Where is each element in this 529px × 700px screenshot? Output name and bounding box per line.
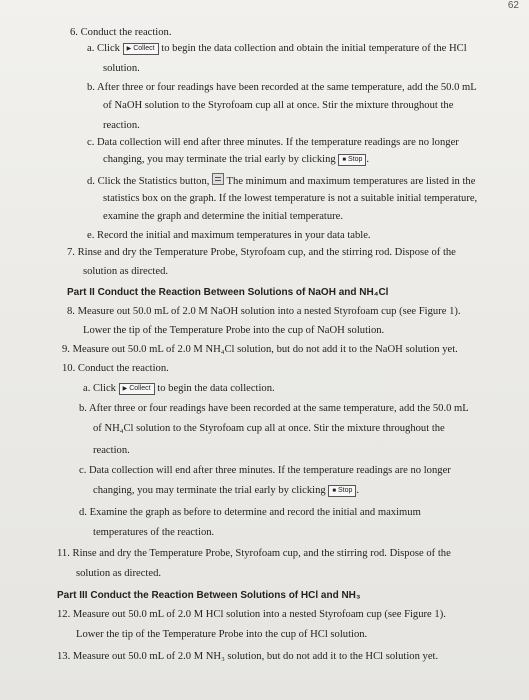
collect-button-label: Collect <box>129 385 151 392</box>
step-10c-text-pre: changing, you may terminate the trial early by clicking <box>93 485 326 496</box>
step-6d-line-2: statistics box on the graph. If the lowest temperature is not a suitable initial temperature, <box>103 193 478 204</box>
step-7-line-2: solution as directed. <box>83 266 169 277</box>
stop-icon: ■ <box>342 157 346 163</box>
step-6b-line-1: b. After three or four readings have been recorded at the same temperature, add the 50.0 mL <box>87 82 477 93</box>
step-6a-text-pre: a. Click <box>87 43 120 54</box>
step-11-line-1: 11. Rinse and dry the Temperature Probe, Styrofoam cup, and the stirring rod. Dispose of the <box>57 548 451 559</box>
step-10a <box>83 382 275 396</box>
collect-button[interactable] <box>119 383 155 395</box>
step-6d-line-3: examine the graph and determine the initial temperature. <box>103 211 344 222</box>
play-icon: ▶ <box>122 386 128 392</box>
step-6c-line-2 <box>103 153 369 167</box>
step-6b-line-2: of NaOH solution to the Styrofoam cup all at once. Stir the mixture throughout the <box>103 100 454 111</box>
step-10a-text-pre: a. Click <box>83 383 116 394</box>
step-6d-text-post: The minimum and maximum temperatures are listed in the <box>226 176 476 187</box>
part-3-heading: Part III Conduct the Reaction Between Solutions of HCl and NH₃ <box>57 590 361 601</box>
collect-button[interactable] <box>123 43 159 55</box>
step-10b-line-3: reaction. <box>93 445 130 456</box>
stop-button-label: Stop <box>347 156 363 163</box>
statistics-icon[interactable] <box>212 173 224 185</box>
stop-button[interactable] <box>338 154 366 166</box>
step-10b-line-1: b. After three or four readings have been recorded at the same temperature, add the 50.0 mL <box>79 403 469 414</box>
step-11-line-2: solution as directed. <box>76 568 162 579</box>
step-6c-text-pre: changing, you may terminate the trial early by clicking <box>103 154 336 165</box>
step-10d-line-1: d. Examine the graph as before to determine and record the initial and maximum <box>79 507 421 518</box>
step-10c-text-post: . <box>356 485 360 496</box>
step-10-title: 10. Conduct the reaction. <box>62 363 169 374</box>
step-7-line-1: 7. Rinse and dry the Temperature Probe, Styrofoam cup, and the stirring rod. Dispose of the <box>67 247 456 258</box>
stop-button-label: Stop <box>337 487 353 494</box>
step-6-title: 6. Conduct the reaction. <box>70 27 172 38</box>
step-6c-text-post: . <box>366 154 370 165</box>
step-6c-line-1: c. Data collection will end after three minutes. If the temperature readings are no longer <box>87 137 459 148</box>
step-10b-line-2: of NH₄Cl solution to the Styrofoam cup all at once. Stir the mixture throughout the <box>93 423 445 434</box>
step-13: 13. Measure out 50.0 mL of 2.0 M NH₃ solution, but do not add it to the HCl solution yet. <box>57 651 439 662</box>
step-6d-text-pre: d. Click the Statistics button, <box>87 176 210 187</box>
step-8-line-2: Lower the tip of the Temperature Probe into the cup of NaOH solution. <box>83 325 385 336</box>
step-8-line-1: 8. Measure out 50.0 mL of 2.0 M NaOH solution into a nested Styrofoam cup (see Figure 1). <box>67 306 461 317</box>
step-6a-line-1 <box>87 42 467 56</box>
step-12-line-1: 12. Measure out 50.0 mL of 2.0 M HCl solution into a nested Styrofoam cup (see Figure 1). <box>57 609 446 620</box>
step-6a-text-post: to begin the data collection and obtain the initial temperature of the HCl <box>161 43 467 54</box>
step-6d-line-1 <box>87 173 475 189</box>
step-9: 9. Measure out 50.0 mL of 2.0 M NH₄Cl solution, but do not add it to the NaOH solution yet. <box>62 344 458 355</box>
step-6a-line-2: solution. <box>103 63 140 74</box>
step-10a-text-post: to begin the data collection. <box>157 383 275 394</box>
stop-icon: ■ <box>332 488 336 494</box>
collect-button-label: Collect <box>133 45 155 52</box>
step-10c-line-2 <box>93 484 359 498</box>
step-6b-line-3: reaction. <box>103 120 140 131</box>
page-number: 62 <box>507 0 519 11</box>
play-icon: ▶ <box>126 46 132 52</box>
step-10d-line-2: temperatures of the reaction. <box>93 527 215 538</box>
stop-button[interactable] <box>328 485 356 497</box>
part-2-heading: Part II Conduct the Reaction Between Solutions of NaOH and NH₄Cl <box>67 287 389 298</box>
step-12-line-2: Lower the tip of the Temperature Probe into the cup of HCl solution. <box>76 629 368 640</box>
step-10c-line-1: c. Data collection will end after three minutes. If the temperature readings are no longer <box>79 465 451 476</box>
step-6e: e. Record the initial and maximum temperatures in your data table. <box>87 230 371 241</box>
